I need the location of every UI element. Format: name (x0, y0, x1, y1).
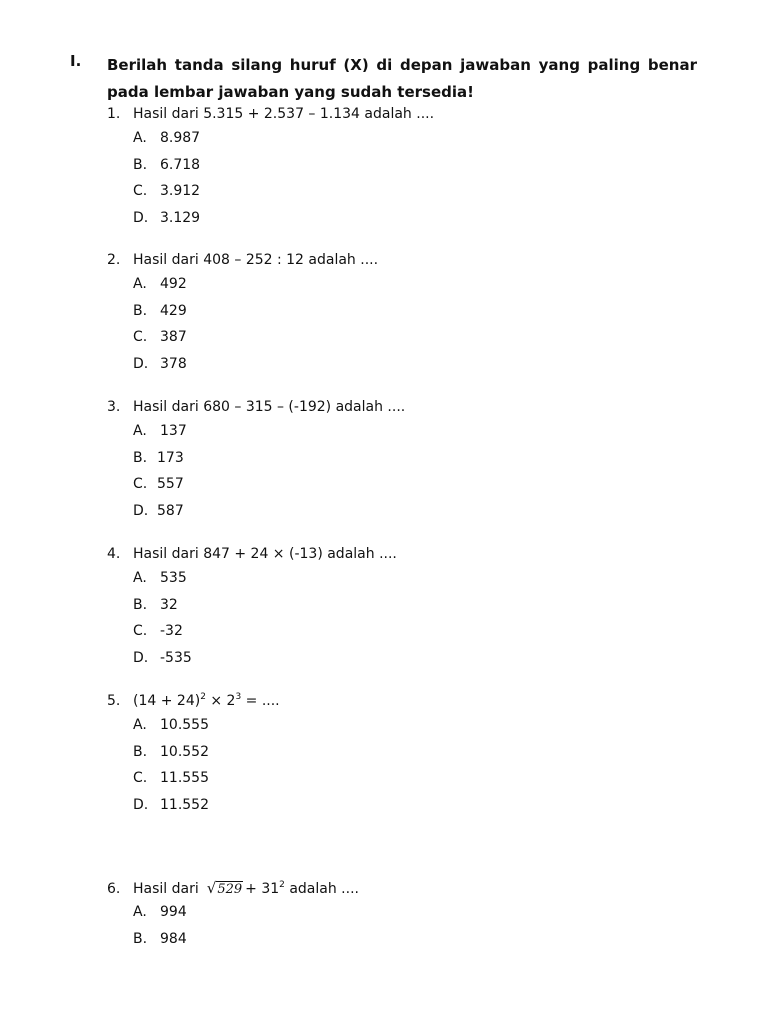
question-number: 2. (107, 252, 121, 268)
question-3 (107, 396, 405, 525)
question-number: 4. (107, 546, 121, 562)
option-a: A. 137 (133, 423, 187, 439)
question-text: Hasil dari 680 – 315 – (-192) adalah .... (133, 399, 406, 415)
option-b: B. 10.552 (133, 743, 209, 760)
question-2 (107, 249, 378, 378)
section-instruction: Berilah tanda silang huruf (X) di depan jawaban yang paling benar pada lembar jawaban yang sudah tersedia! (107, 56, 697, 101)
option-a: A. 492 (133, 276, 187, 292)
option-c: C. 557 (133, 476, 184, 493)
square-root-expression: √529 (206, 879, 243, 897)
option-c: C. 387 (133, 329, 187, 346)
question-text: Hasil dari 408 – 252 : 12 adalah .... (133, 252, 379, 268)
question-4 (107, 543, 397, 672)
option-c: C. 3.912 (133, 183, 201, 200)
question-text: Hasil dari 847 + 24 × (-13) adalah .... (133, 546, 397, 562)
question-number: 3. (107, 399, 121, 415)
option-d: D. 587 (133, 503, 184, 520)
question-text: Hasil dari 5.315 + 2.537 – 1.134 adalah .... (133, 106, 435, 122)
question-6 (107, 877, 359, 952)
option-c: C. 11.555 (133, 770, 209, 787)
question-number: 6. (107, 881, 121, 897)
option-d: D. -535 (133, 650, 192, 667)
option-d: D. 378 (133, 356, 187, 373)
option-b: B. 984 (133, 930, 187, 947)
option-b: B. 429 (133, 302, 187, 319)
question-text: $(14 + 24)^2 \times 2^3$ = .... (133, 692, 280, 709)
option-a: A. 994 (133, 904, 187, 920)
option-d: D. 3.129 (133, 210, 201, 227)
option-d: D. 11.552 (133, 797, 209, 814)
question-text: Hasil dari $√529 + 31^2$ adalah .... (133, 881, 359, 897)
question-1 (107, 103, 434, 232)
section-number: I. (70, 52, 82, 70)
option-a: A. 535 (133, 570, 187, 586)
option-a: A. 8.987 (133, 130, 201, 146)
option-b: B. 32 (133, 596, 178, 613)
question-number: 5. (107, 693, 121, 709)
question-number: 1. (107, 106, 121, 122)
option-b: B. 6.718 (133, 156, 201, 173)
option-a: A. 10.555 (133, 717, 209, 733)
question-5 (107, 690, 280, 819)
option-c: C. -32 (133, 623, 183, 640)
option-b: B. 173 (133, 449, 184, 466)
